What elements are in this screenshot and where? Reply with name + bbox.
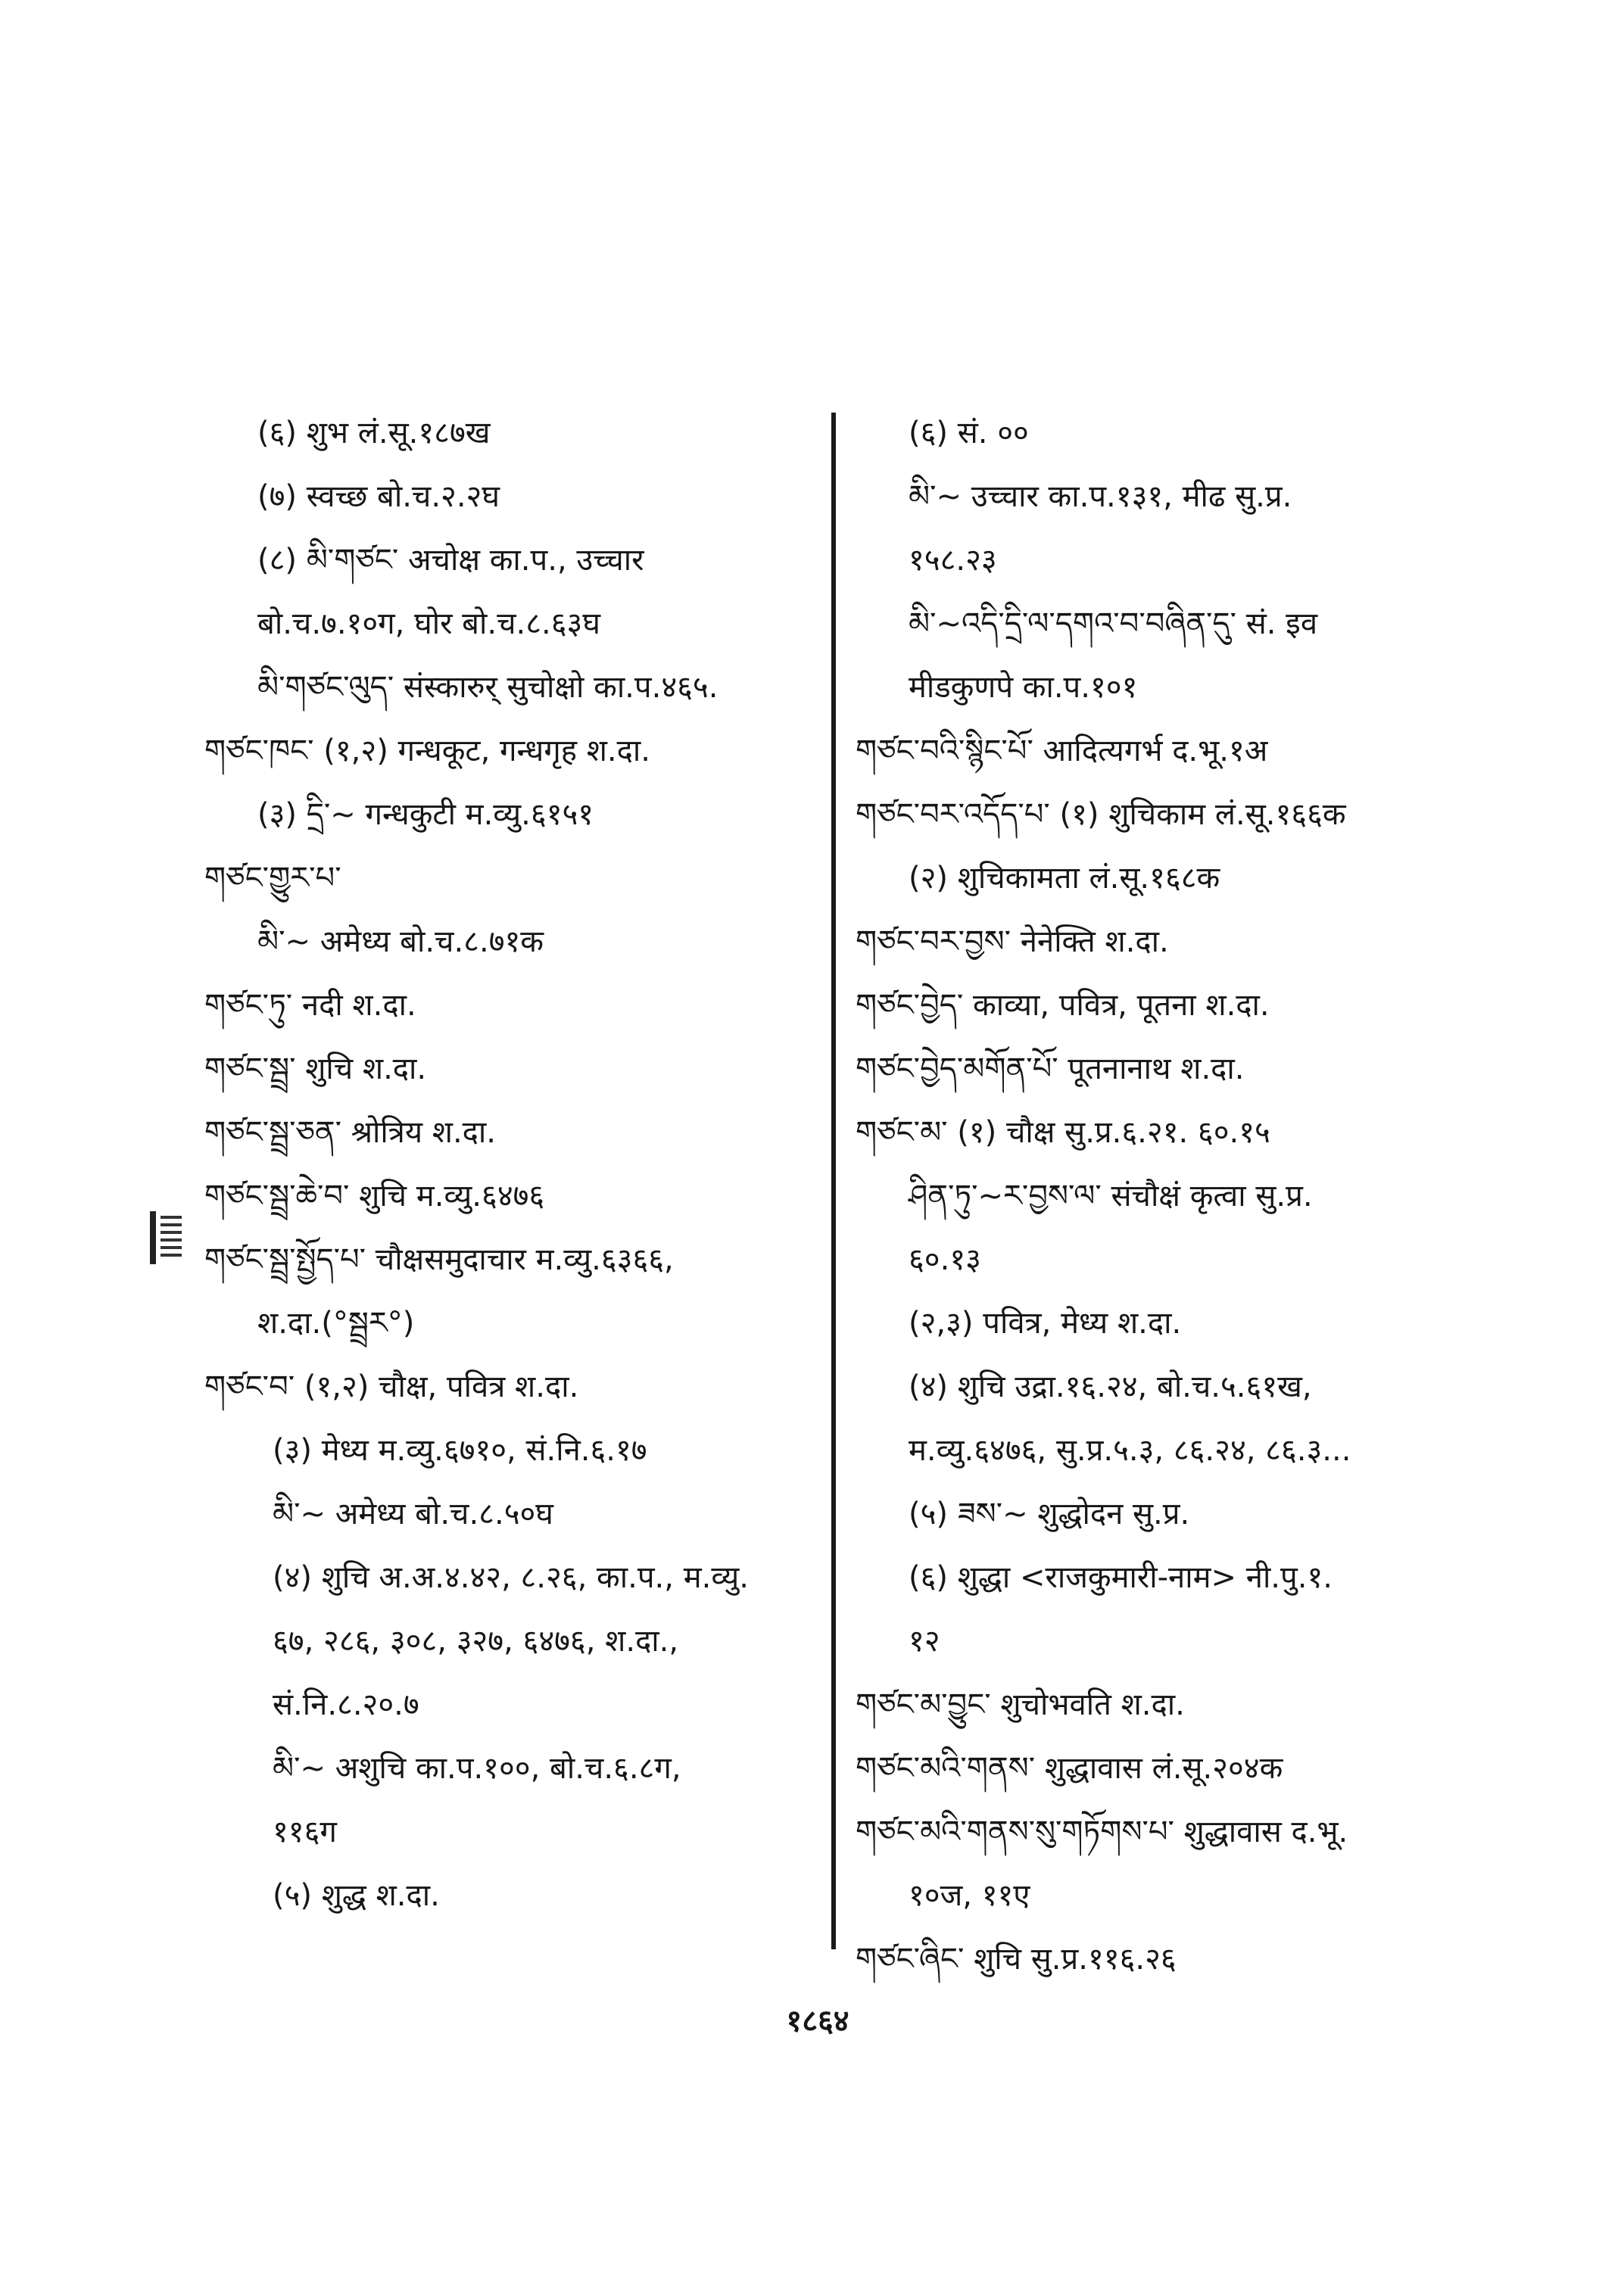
dictionary-line: མི་~ अमेध्य बो.च.८.७१क [257, 924, 544, 959]
dictionary-line: གཙང་གྱུར་པ་ [204, 861, 341, 896]
dictionary-line: མི་གཙང་ལུད་ संस्कारुर् सुचोक्षो का.प.४६५. [257, 670, 718, 705]
dictionary-line: གཙང་སྦྲ་ शुचि श.दा. [204, 1051, 427, 1086]
left-column [204, 401, 810, 1927]
dictionary-line: ६७, २८६, ३०८, ३२७, ६४७६, श.दा., [273, 1624, 679, 1659]
dictionary-line: १०ज, ११ए [909, 1878, 1030, 1913]
dictionary-line: सं.नि.८.२०.७ [273, 1687, 419, 1722]
dictionary-line: १५८.२३ [909, 543, 997, 578]
dictionary-line: (८) མི་གཙང་ अचोक्ष का.प., उच्चार [257, 543, 644, 578]
dictionary-line: म.व्यु.६४७६, सु.प्र.५.३, ८६.२४, ८६.३... [909, 1433, 1351, 1468]
dictionary-line: མི་~ अशुचि का.प.१००, बो.च.६.८ग, [273, 1751, 681, 1786]
dictionary-line: མི་~ अमेध्य बो.च.८.५०घ [273, 1497, 553, 1531]
dictionary-line: (६) शुद्धा <राजकुमारी-नाम> नी.पु.१. [909, 1560, 1333, 1595]
dictionary-line: मीडकुणपे का.प.१०१ [909, 670, 1138, 705]
dictionary-line: མི་~འདི་དྲི་ལ་དགའ་བ་བཞིན་དུ་ सं. इव [909, 606, 1318, 641]
dictionary-line: གཙང་མའི་གནས་ शुद्धावास लं.सू.२०४क [856, 1751, 1283, 1786]
dictionary-line: श.दा.(°སྦྲར°) [257, 1306, 415, 1341]
dictionary-line: ६०.१३ [909, 1242, 981, 1277]
dictionary-line: གཙང་བ་ (१,२) चौक्ष, पवित्र श.दा. [204, 1369, 579, 1404]
dictionary-line: (४) शुचि अ.अ.४.४२, ८.२६, का.प., म.व्यु. [273, 1560, 749, 1595]
dictionary-line: གཙང་སྦྲ་སྤྱོད་པ་ चौक्षसमुदाचार म.व्यु.६३६६, [204, 1242, 674, 1277]
dictionary-line: (६) सं. ०० [909, 416, 1029, 450]
dictionary-line: གཙང་སྦྲ་ཆེ་བ་ शुचि म.व्यु.६४७६ [204, 1179, 545, 1213]
dictionary-line: १२ [909, 1624, 940, 1659]
dictionary-line: གཙང་མའི་གནས་སུ་གཏོགས་པ་ शुद्धावास द.भू. [856, 1815, 1348, 1849]
dictionary-line: बो.च.७.१०ग, घोर बो.च.८.६३घ [257, 606, 600, 641]
dictionary-line: (७) स्वच्छ बो.च.२.२घ [257, 479, 500, 514]
dictionary-line: ११६ग [273, 1815, 337, 1849]
dictionary-line: (३) དྲི་~ गन्धकुटी म.व्यु.६१५१ [257, 797, 594, 832]
dictionary-line: གཙང་སྦྲ་ཅན་ श्रोत्रिय श.दा. [204, 1115, 496, 1150]
dictionary-line: (२) शुचिकामता लं.सू.१६८क [909, 861, 1220, 896]
margin-mark-icon [150, 1211, 186, 1264]
dictionary-line: གཙང་མ་ (१) चौक्ष सु.प्र.६.२१. ६०.१५ [856, 1115, 1270, 1150]
dictionary-line: (६) शुभ लं.सू.१८७ख [257, 416, 491, 450]
dictionary-line: (५) ཟས་~ शुद्धोदन सु.प्र. [909, 1497, 1190, 1531]
dictionary-line: གཙང་བའི་སྙིང་པོ་ आदित्यगर्भ द.भू.१अ [856, 734, 1268, 768]
dictionary-line: གཙང་མ་བྱུང་ शुचोभवति श.दा. [856, 1687, 1185, 1722]
dictionary-line: གཙང་ཁང་ (१,२) गन्धकूट, गन्धगृह श.दा. [204, 734, 650, 768]
dictionary-line: (५) शुद्ध श.दा. [273, 1878, 440, 1913]
dictionary-line: གཙང་བྱེད་ काव्या, पवित्र, पूतना श.दा. [856, 988, 1270, 1023]
dictionary-line: (३) मेध्य म.व्यु.६७१०, सं.नि.६.१७ [273, 1433, 647, 1468]
column-divider [831, 413, 836, 1949]
dictionary-line: (४) शुचि उद्रा.१६.२४, बो.च.५.६१ख, [909, 1369, 1312, 1404]
right-column [856, 401, 1476, 1991]
dictionary-line: གཙང་བར་བྱས་ नेनेक्ति श.दा. [856, 924, 1169, 959]
dictionary-line: ཤིན་ཏུ་~ར་བྱས་ལ་ संचौक्षं कृत्वा सु.प्र. [909, 1179, 1313, 1213]
dictionary-line: (२,३) पवित्र, मेध्य श.दा. [909, 1306, 1182, 1341]
dictionary-line: གཙང་ཞིང་ शुचि सु.प्र.११६.२६ [856, 1942, 1177, 1977]
dictionary-line: གཙང་བར་འདོད་པ་ (१) शुचिकाम लं.सू.१६६क [856, 797, 1346, 832]
dictionary-line: གཙང་བྱེད་མགོན་པོ་ पूतनानाथ श.दा. [856, 1051, 1245, 1086]
dictionary-line: མི་~ उच्चार का.प.१३१, मीढ सु.प्र. [909, 479, 1292, 514]
dictionary-line: གཙང་ཏུ་ नदी श.दा. [204, 988, 416, 1023]
page-number: १८६४ [786, 2004, 849, 2039]
